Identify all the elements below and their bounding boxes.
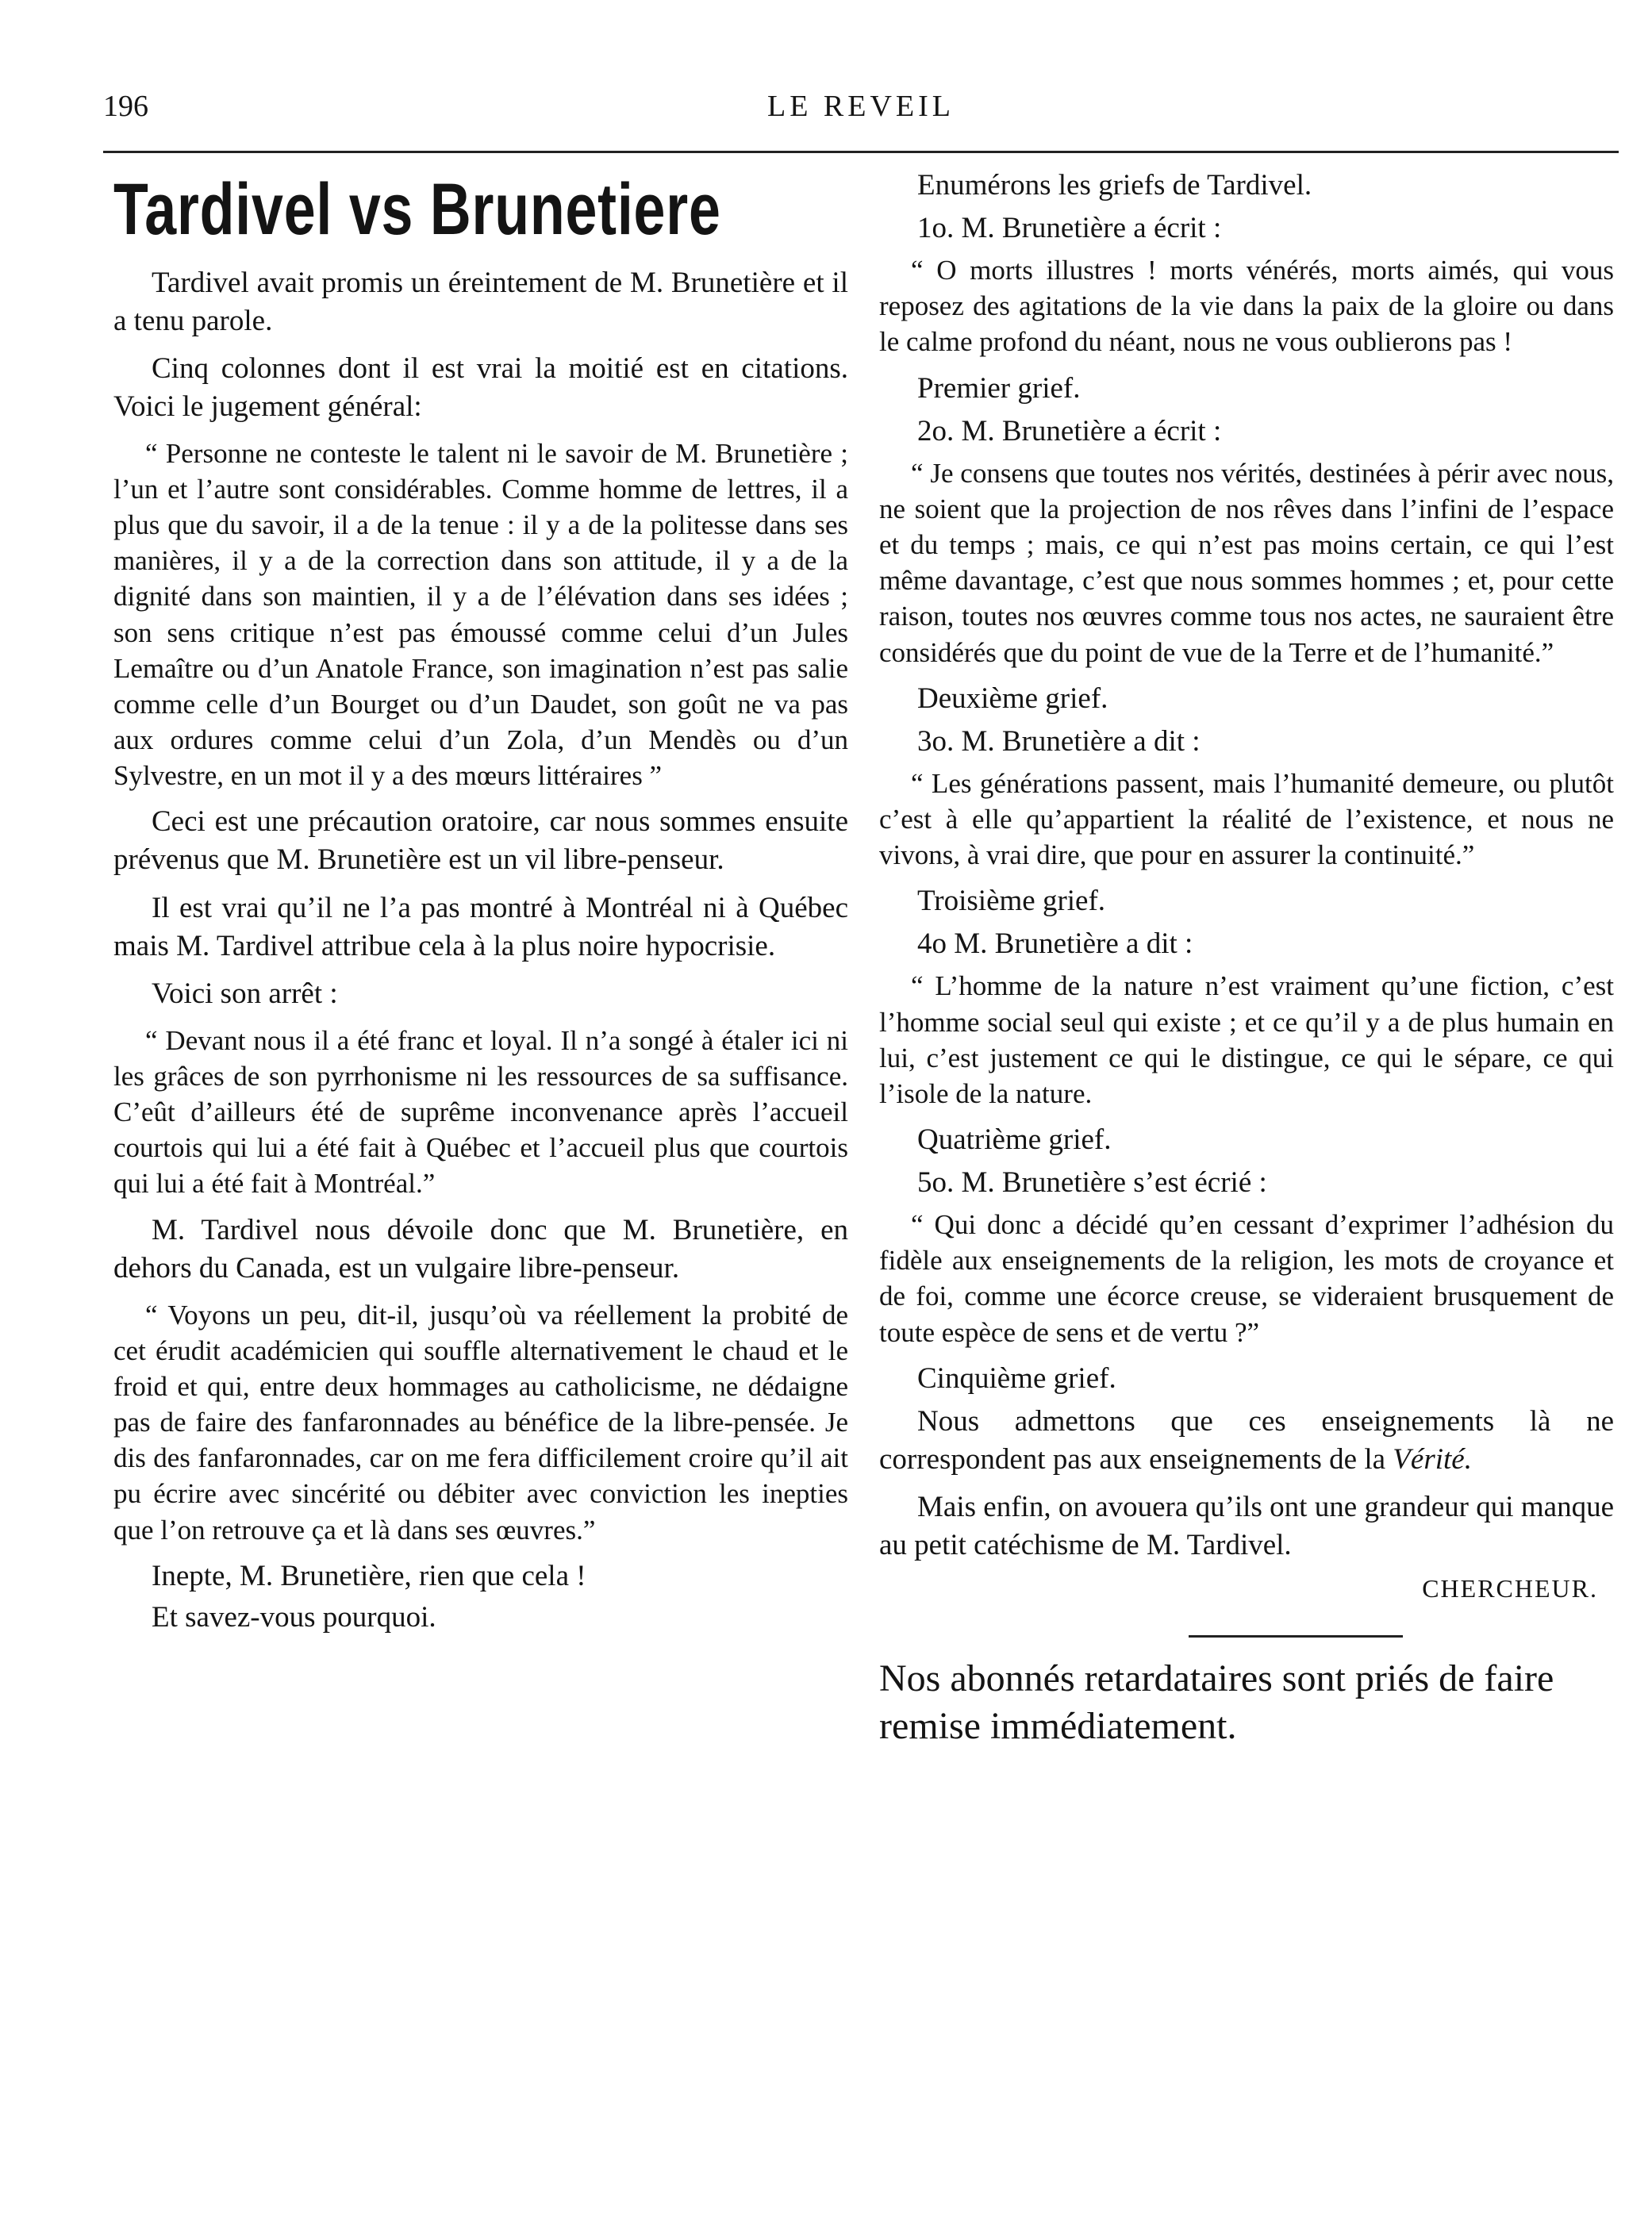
- paragraph: Mais enfin, on avouera qu’ils ont une grandeur qui manque au petit catéchisme de M. Tardivel.: [879, 1491, 1614, 1562]
- grievance-label: Troisième grief.: [917, 885, 1106, 918]
- grievance-label: Premier grief.: [917, 371, 1081, 405]
- grievance-intro: 4o M. Brunetière a dit :: [917, 927, 1193, 961]
- quotation: “ Les générations passent, mais l’humanité demeure, ou plutôt c’est à elle qu’appartient la réalité de l’existence, et nous ne vivons, à vrai dire, que pour en assurer la continuité.”: [879, 767, 1614, 871]
- grievance-label: Cinquième grief.: [917, 1361, 1116, 1395]
- paragraph-text: Nous admettons que ces enseignements là ne correspondent pas aux enseignements de la: [879, 1404, 1614, 1476]
- grievance-label: Deuxième grief.: [917, 682, 1108, 715]
- header-rule: [103, 151, 1619, 153]
- grievance-intro: 5o. M. Brunetière s’est écrié :: [917, 1166, 1267, 1200]
- quotation: “ Qui donc a décidé qu’en cessant d’exprimer l’adhésion du fidèle aux enseignements de la religion, les mots de croyance et de foi, comme une écorce creuse, se videraient brusquement de toute espèce de sens et de vertu ?”: [879, 1209, 1614, 1348]
- paragraph: M. Tardivel nous dévoile donc que M. Brunetière, en dehors du Canada, est un vulgaire libre-penseur.: [113, 1213, 848, 1284]
- quotation: “ Voyons un peu, dit-il, jusqu’où va réellement la probité de cet érudit académicien qui souffle alternativement le chaud et le froid et qui, entre deux hommages au catholicisme, ne dédaigne pas de faire des fanfaronnades au bénéfice de la libre-pensée. Je dis des fanfaronnades, car on me fera difficilement croire qu’il ait pu écrire avec sincérité ou débiter avec conviction les inepties que l’on retrouve ça et là dans ses œuvres.”: [113, 1299, 848, 1546]
- separator-rule: [1189, 1635, 1403, 1638]
- quotation: “ L’homme de la nature n’est vraiment qu’une fiction, c’est l’homme social seul qui existe ; et ce qu’il y a de plus humain en lui, c’est justement ce qui le distingue, ce qui le sépare, ce qui l’isole de la nature.: [879, 970, 1614, 1109]
- grievance-intro: 2o. M. Brunetière a écrit :: [917, 414, 1222, 447]
- page-number: 196: [103, 90, 148, 123]
- paragraph: Cinq colonnes dont il est vrai la moitié est en citations. Voici le jugement général:: [113, 351, 848, 423]
- grievance-intro: 3o. M. Brunetière a dit :: [917, 724, 1201, 758]
- paragraph: Voici son arrêt :: [152, 977, 338, 1010]
- subscriber-notice: Nos abonnés retardataires sont priés de faire remise immédiatement.: [879, 1657, 1554, 1748]
- running-head: [103, 89, 1619, 136]
- quotation: “ Je consens que toutes nos vérités, destinées à périr avec nous, ne soient que la projection de nos rêves dans l’infini de l’espace et du temps ; mais, ce qui n’est pas moins certain, ce qui l’est même davantage, c’est que nous sommes hommes ; et, pour cette raison, toutes nos œuvres comme tous nos actes, ne sauraient être considérés que du point de vue de la Terre et de l’humanité.”: [879, 457, 1614, 668]
- paragraph: Tardivel avait promis un éreintement de M. Brunetière et il a tenu parole.: [113, 266, 848, 337]
- italic-word: Vérité.: [1393, 1442, 1472, 1476]
- quotation: “ Devant nous il a été franc et loyal. Il n’a songé à étaler ici ni les grâces de son pyrrhonisme ni les ressources de sa suffisance. C’eût d’ailleurs été de suprême inconvenance après l’accueil courtois qui lui a été fait à Québec et l’accueil plus que courtois qui lui a été fait à Montréal.”: [113, 1024, 848, 1200]
- quotation: “ Personne ne conteste le talent ni le savoir de M. Brunetière ; l’un et l’autre sont considérables. Comme homme de lettres, il a plus que du savoir, il a de la tenue : il y a de la politesse dans ses manières, il y a de la correction dans son attitude, il y a de la dignité dans son maintien, il y a de l’élévation dans ses idées ; son sens critique n’est pas émoussé comme celui d’un Jules Lemaître ou d’un Anatole France, son imagination n’est pas salie comme celle d’un Bourget ou d’un Daudet, son goût ne va pas aux ordures comme celui d’un Zola, d’un Mendès ou d’un Sylvestre, en un mot il y a des mœurs littéraires ”: [113, 437, 848, 792]
- paragraph: Il est vrai qu’il ne l’a pas montré à Montréal ni à Québec mais M. Tardivel attribue cela à la plus noire hypocrisie.: [113, 891, 848, 962]
- paragraph: Ceci est une précaution oratoire, car nous sommes ensuite prévenus que M. Brunetière est un vil libre-penseur.: [113, 805, 848, 877]
- right-column: [879, 167, 1614, 1760]
- journal-title: LE REVEIL: [766, 90, 955, 123]
- left-column: [113, 167, 848, 1646]
- paragraph: [879, 1403, 1614, 1479]
- paragraph: Et savez-vous pourquoi.: [152, 1600, 436, 1634]
- paragraph: Inepte, M. Brunetière, rien que cela !: [152, 1559, 586, 1592]
- article-title: Tardivel vs Brunetiere: [113, 169, 721, 250]
- signature: CHERCHEUR.: [1422, 1574, 1598, 1603]
- quotation: “ O morts illustres ! morts vénérés, morts aimés, qui vous reposez des agitations de la vie dans la paix de la gloire ou dans le calme profond du néant, nous ne vous oublierons pas !: [879, 255, 1614, 358]
- grievance-label: Quatrième grief.: [917, 1123, 1112, 1156]
- paragraph: Enumérons les griefs de Tardivel.: [917, 169, 1312, 202]
- grievance-intro: 1o. M. Brunetière a écrit :: [917, 212, 1222, 245]
